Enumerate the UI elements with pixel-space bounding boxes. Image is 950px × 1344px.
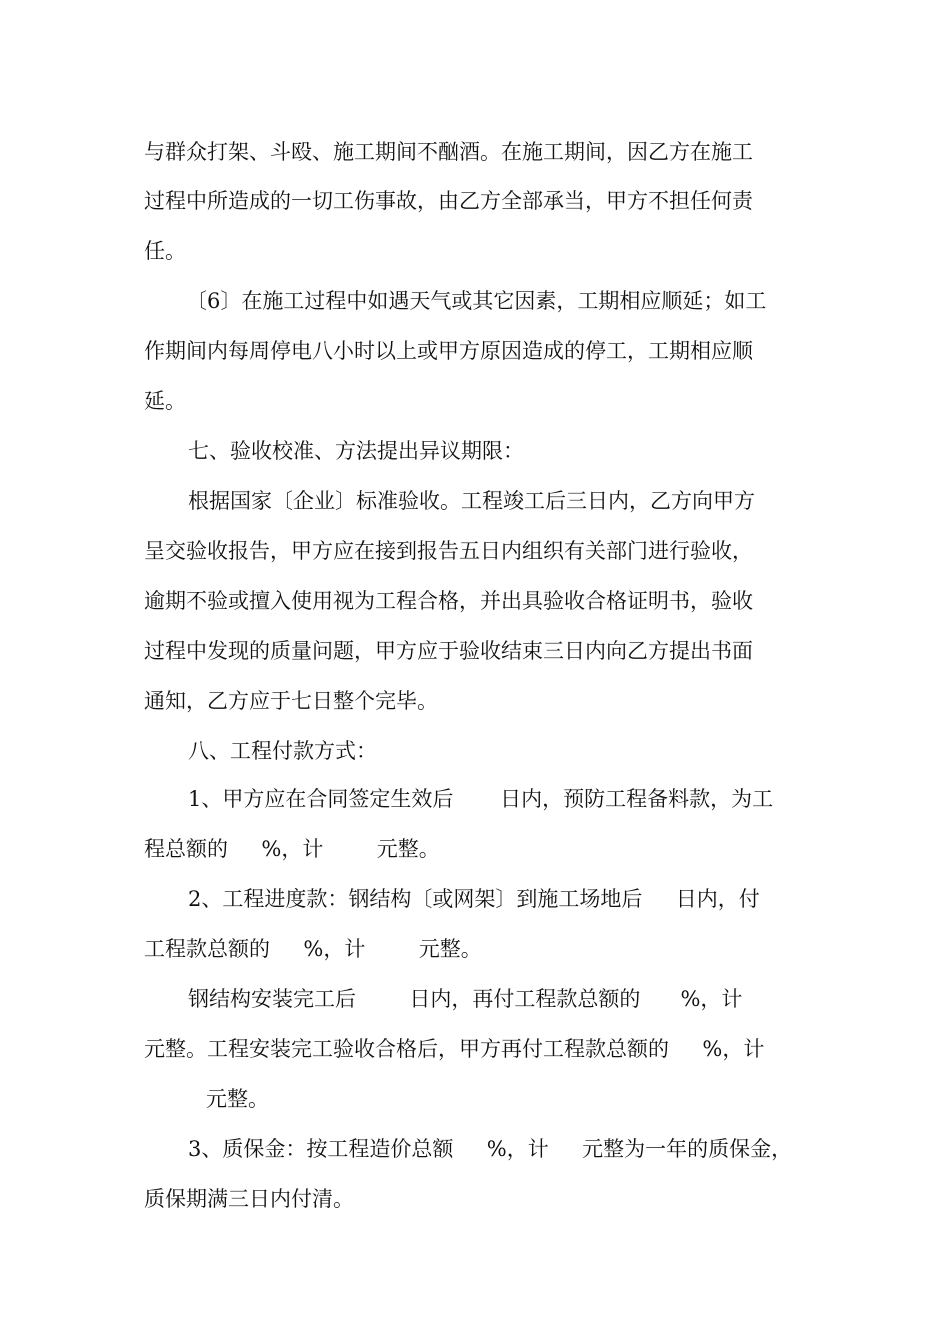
text-line-17: 工程款总额的 %，计 元整。 (144, 937, 482, 961)
text-line-19: 元整。工程安装完工验收合格后，甲方再付工程款总额的 %，计 (144, 1037, 765, 1061)
text-line-8: 根据国家〔企业〕标准验收。工程竣工后三日内，乙方向甲方 (188, 489, 755, 513)
text-line-15: 程总额的 %，计 元整。 (144, 837, 440, 861)
text-line-6: 延。 (144, 389, 186, 413)
text-line-5: 作期间内每周停电八小时以上或甲方原因造成的停工，工期相应顺 (144, 339, 753, 363)
text-line-12: 通知，乙方应于七日整个完毕。 (144, 689, 438, 713)
text-line-22: 质保期满三日内付清。 (144, 1187, 354, 1211)
text-line-11: 过程中发现的质量问题，甲方应于验收结束三日内向乙方提出书面 (144, 639, 753, 663)
text-line-20: 元整。 (206, 1087, 269, 1111)
text-line-14: 1、甲方应在合同签定生效后 日内，预防工程备料款，为工 (188, 787, 774, 811)
section-heading-7: 七、验收校准、方法提出异议期限： (188, 439, 524, 463)
text-line-3: 任。 (144, 239, 186, 263)
text-line-21: 3、质保金：按工程造价总额 %，计 元整为一年的质保金， (188, 1137, 793, 1161)
text-line-10: 逾期不验或擅入使用视为工程合格，并出具验收合格证明书，验收 (144, 589, 753, 613)
text-line-9: 呈交验收报告，甲方应在接到报告五日内组织有关部门进行验收， (144, 539, 753, 563)
text-line-1: 与群众打架、斗殴、施工期间不酗酒。在施工期间，因乙方在施工 (144, 140, 753, 164)
text-line-4: 〔6〕在施工过程中如遇天气或其它因素，工期相应顺延；如工 (186, 289, 767, 313)
section-heading-8: 八、工程付款方式： (188, 739, 377, 763)
text-line-16: 2、工程进度款：钢结构〔或网架〕到施工场地后 日内，付 (188, 887, 760, 911)
text-line-2: 过程中所造成的一切工伤事故，由乙方全部承当，甲方不担任何责 (144, 189, 753, 213)
text-line-18: 钢结构安装完工后 日内，再付工程款总额的 %，计 (188, 987, 743, 1011)
